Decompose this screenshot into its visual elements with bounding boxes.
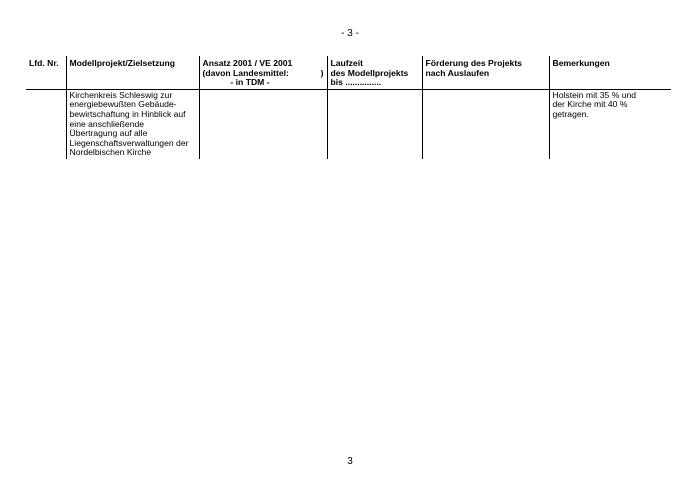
header-bemerkungen: Bemerkungen: [549, 56, 671, 89]
cell-lfd-nr: [26, 89, 66, 159]
table-row: [26, 89, 671, 159]
cell-laufzeit: [327, 89, 422, 159]
header-lfd-nr: Lfd. Nr.: [26, 56, 66, 89]
header-ansatz-line2: (davon Landesmittel:: [202, 67, 289, 78]
page-header-marker: - 3 -: [341, 28, 359, 39]
header-ansatz-paren: ): [320, 68, 324, 78]
header-laufzeit: Laufzeit des Modellprojekts bis ...............: [327, 56, 422, 89]
table-header-row: [26, 56, 671, 89]
cell-bemerkungen: Holstein mit 35 % und der Kirche mit 40 % getragen.: [549, 89, 671, 159]
header-ansatz-line3: - in TDM -: [230, 77, 270, 88]
cell-foerderung: [422, 89, 549, 159]
header-ansatz-line1: Ansatz 2001 / VE 2001: [202, 58, 293, 68]
page-number: 3: [347, 456, 353, 467]
model-projects-table: [26, 56, 671, 159]
cell-ansatz: [199, 89, 327, 159]
header-foerderung: Förderung des Projekts nach Auslaufen: [422, 56, 549, 89]
cell-modellprojekt: Kirchenkreis Schleswig zur energiebewußten Gebäude- bewirtschaftung in Hinblick auf eine anschließende Übertragung auf alle Liegenschaftsverwaltungen der Nordelbischen Kirche: [66, 89, 199, 159]
header-ansatz: [199, 56, 327, 89]
header-modellprojekt: Modellprojekt/Zielsetzung: [66, 56, 199, 89]
